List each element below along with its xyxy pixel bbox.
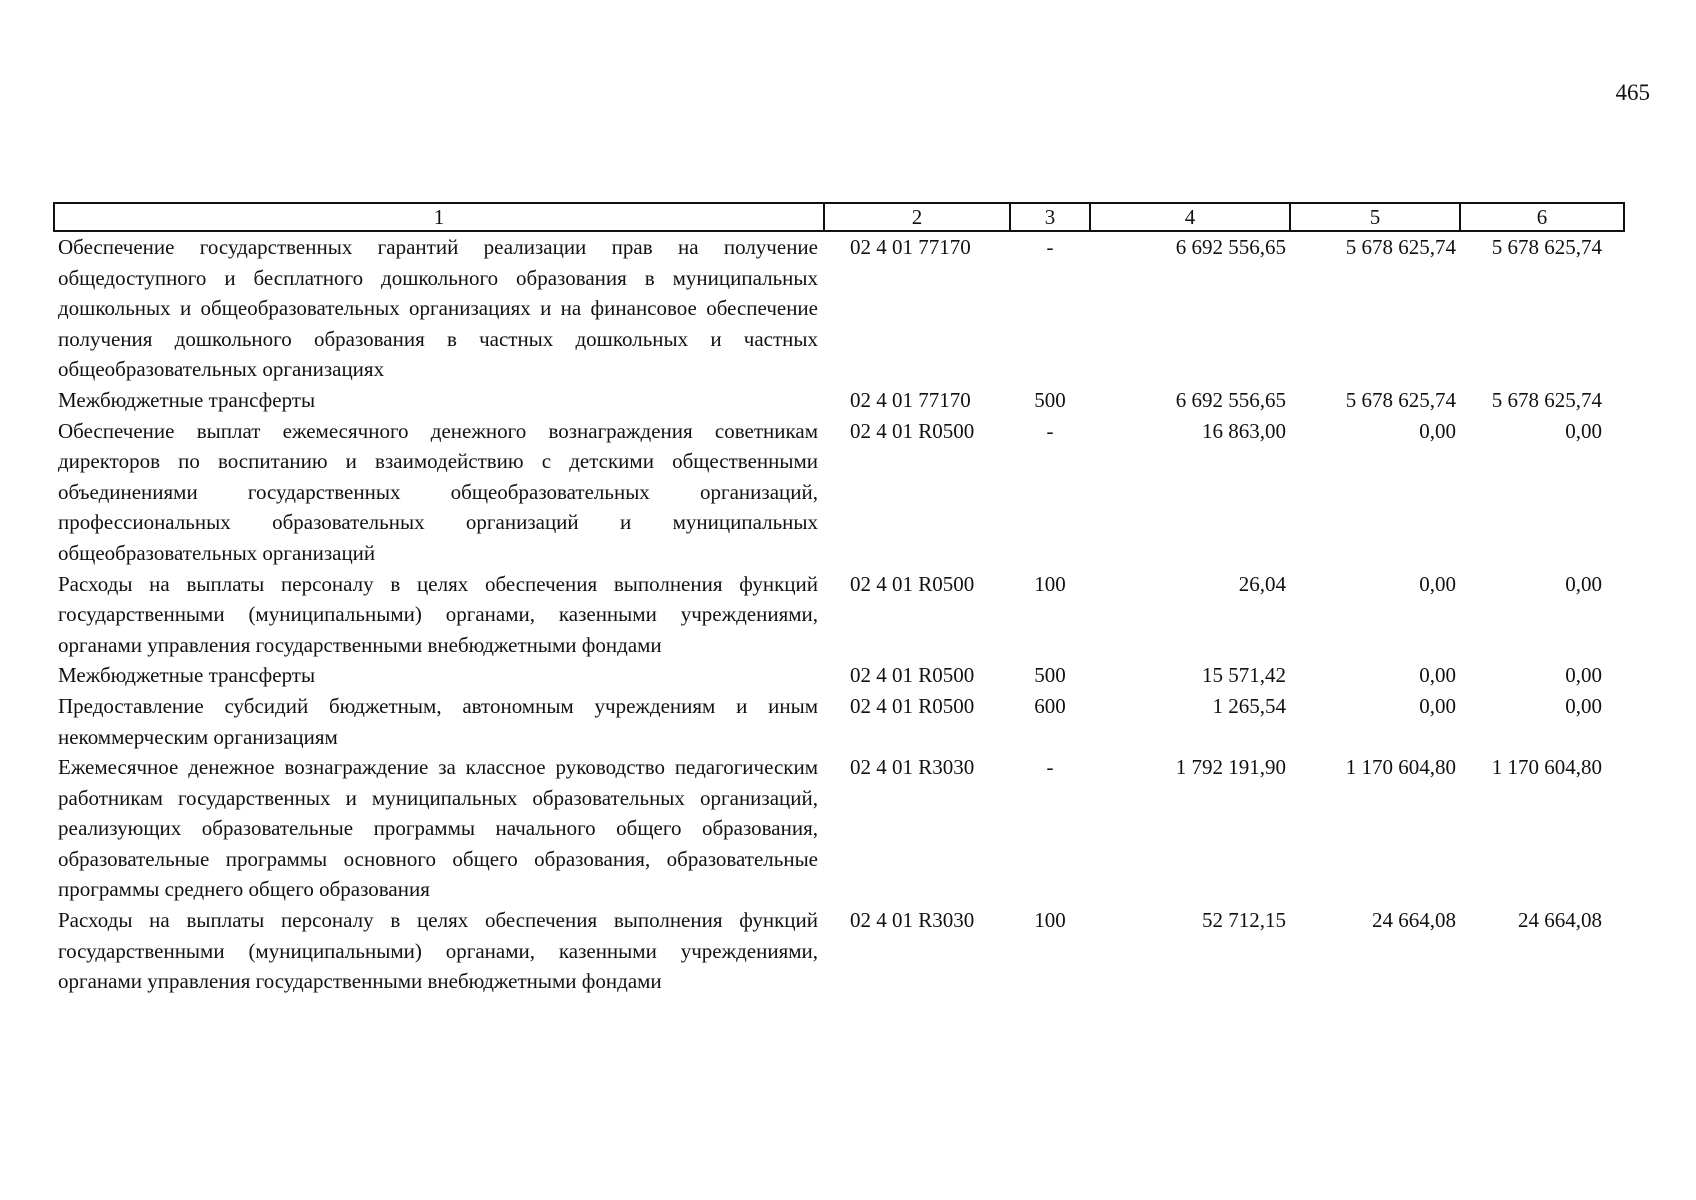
table-row <box>54 660 1624 691</box>
row-description: Расходы на выплаты персоналу в целях обеспечения выполнения функций государственными (муниципальными) органами, казенными учреждениями, органами управления государственными внебюджетными фондами <box>58 908 818 994</box>
row-description: Расходы на выплаты персоналу в целях обеспечения выполнения функций государственными (муниципальными) органами, казенными учреждениями, органами управления государственными внебюджетными фондами <box>58 571 818 657</box>
row-value-col5: 1 170 604,80 <box>1345 755 1456 780</box>
budget-table <box>53 202 1625 997</box>
row-code: 02 4 01 R0500 <box>850 663 975 688</box>
table-row <box>54 416 1624 569</box>
row-description: Предоставление субсидий бюджетным, автономным учреждениям и иным некоммерческим организациям <box>58 693 818 749</box>
row-value-col4: 6 692 556,65 <box>1175 235 1286 259</box>
column-header-3: 3 <box>1010 203 1090 231</box>
row-value-col4: 1 265,54 <box>1212 693 1286 718</box>
row-value-col4: 1 792 191,90 <box>1175 755 1286 780</box>
row-expense-type: - <box>1046 418 1054 443</box>
row-value-col5: 0,00 <box>1419 663 1456 688</box>
row-description: Ежемесячное денежное вознаграждение за классное руководство педагогическим работникам государственных и муниципальных образовательных организаций, реализующих образовательные программы начального общего образования, образовательные программы основного общего образования, образовательные программы среднего общего образования <box>58 755 818 902</box>
row-expense-type: 600 <box>1034 693 1066 718</box>
page-number: 465 <box>1615 80 1650 105</box>
row-value-col6: 0,00 <box>1565 418 1602 443</box>
row-value-col5: 5 678 625,74 <box>1345 387 1456 412</box>
column-header-2: 2 <box>824 203 1010 231</box>
table-row <box>54 385 1624 416</box>
table-row <box>54 905 1624 997</box>
row-value-col4: 15 571,42 <box>1202 663 1286 688</box>
row-expense-type: 500 <box>1034 387 1066 412</box>
table-row <box>54 752 1624 905</box>
row-value-col5: 5 678 625,74 <box>1345 235 1456 259</box>
row-value-col6: 1 170 604,80 <box>1491 755 1602 780</box>
table-row <box>54 691 1624 752</box>
row-expense-type: - <box>1046 235 1054 259</box>
row-description: Межбюджетные трансферты <box>58 387 316 412</box>
row-value-col5: 24 664,08 <box>1372 908 1456 933</box>
row-value-col4: 26,04 <box>1238 571 1286 596</box>
row-expense-type: - <box>1046 755 1054 780</box>
row-value-col6: 0,00 <box>1565 693 1602 718</box>
row-value-col4: 6 692 556,65 <box>1175 387 1286 412</box>
row-code: 02 4 01 77170 <box>850 387 971 412</box>
row-value-col6: 0,00 <box>1565 663 1602 688</box>
row-expense-type: 100 <box>1034 571 1066 596</box>
row-value-col6: 0,00 <box>1565 571 1602 596</box>
table-row <box>54 231 1624 385</box>
row-value-col5: 0,00 <box>1419 693 1456 718</box>
row-description: Обеспечение государственных гарантий реализации прав на получение общедоступного и бесплатного дошкольного образования в муниципальных дошкольных и общеобразовательных организациях и на финансовое обеспечение получения дошкольного образования в частных дошкольных и частных общеобразовательных организациях <box>58 235 818 382</box>
row-description: Обеспечение выплат ежемесячного денежного вознаграждения советникам директоров по воспитанию и взаимодействию с детскими общественными объединениями государственных общеобразовательных организаций, профессиональных образовательных организаций и муниципальных общеобразовательных организаций <box>58 418 818 565</box>
table-header-row <box>54 203 1624 231</box>
row-code: 02 4 01 77170 <box>850 235 971 259</box>
table-row <box>54 569 1624 661</box>
column-header-5: 5 <box>1290 203 1460 231</box>
row-code: 02 4 01 R0500 <box>850 418 975 443</box>
row-value-col4: 52 712,15 <box>1202 908 1286 933</box>
column-header-1: 1 <box>54 203 824 231</box>
column-header-6: 6 <box>1460 203 1624 231</box>
row-code: 02 4 01 R3030 <box>850 908 975 933</box>
row-description: Межбюджетные трансферты <box>58 663 316 688</box>
row-value-col6: 5 678 625,74 <box>1491 235 1602 259</box>
row-value-col5: 0,00 <box>1419 418 1456 443</box>
column-header-4: 4 <box>1090 203 1290 231</box>
row-value-col4: 16 863,00 <box>1202 418 1286 443</box>
row-code: 02 4 01 R3030 <box>850 755 975 780</box>
row-expense-type: 100 <box>1034 908 1066 933</box>
row-code: 02 4 01 R0500 <box>850 693 975 718</box>
row-value-col5: 0,00 <box>1419 571 1456 596</box>
row-expense-type: 500 <box>1034 663 1066 688</box>
row-code: 02 4 01 R0500 <box>850 571 975 596</box>
row-value-col6: 5 678 625,74 <box>1491 387 1602 412</box>
row-value-col6: 24 664,08 <box>1518 908 1602 933</box>
